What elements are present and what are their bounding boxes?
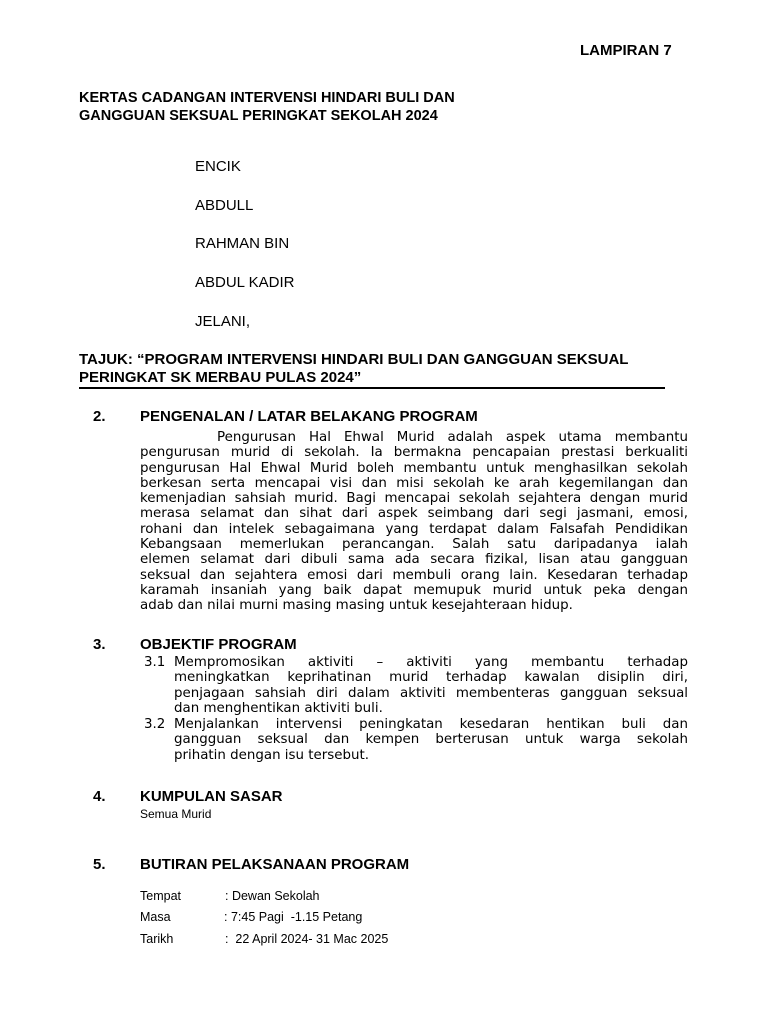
section-number: 3. <box>93 636 106 653</box>
program-title-line-1: TAJUK: “PROGRAM INTERVENSI HINDARI BULI DAN GANGGUAN SEKSUAL <box>79 351 629 368</box>
paragraph-line: pengurusan murid di sekolah. Ia bermakna pencapaian prestasi berkualiti <box>140 445 688 461</box>
program-title-line-2: PERINGKAT SK MERBAU PULAS 2024” <box>79 369 362 386</box>
section-heading-target-group: KUMPULAN SASAR <box>140 788 283 805</box>
objective-number: 3.2 <box>144 717 166 732</box>
paragraph-line: karamah insaniah yang baik dapat memupuk murid untuk peka dengan <box>140 582 688 598</box>
paragraph-line: kemenjadian sahsiah murid. Bagi mencapai sekolah sejahtera dengan murid <box>140 491 688 507</box>
title-underline <box>79 387 665 389</box>
detail-label-venue: Tempat <box>140 889 181 903</box>
detail-value-venue: : Dewan Sekolah <box>225 889 320 903</box>
paragraph-line: berkesan serta mencapai visi dan misi sekolah ke arah kegemilangan dan <box>140 475 688 491</box>
paragraph-line: Kebangsaan memerlukan perancangan. Salah satu daripadanya ialah <box>140 537 688 553</box>
introduction-paragraph <box>140 430 688 614</box>
objective-line: Mempromosikan aktiviti – aktiviti yang membantu terhadap <box>174 655 688 670</box>
objective-line: prihatin dengan isu tersebut. <box>174 747 369 763</box>
paragraph-line: Pengurusan Hal Ehwal Murid adalah aspek utama membantu <box>217 430 688 445</box>
name-line: RAHMAN BIN <box>195 235 290 252</box>
objective-number: 3.1 <box>144 655 166 670</box>
objective-line: Menjalankan intervensi peningkatan kesedaran hentikan buli dan <box>174 717 688 732</box>
name-line: ENCIK <box>195 158 241 175</box>
detail-label-time: Masa <box>140 910 171 924</box>
name-line: JELANI, <box>195 313 251 330</box>
paragraph-line: seksual dan sejahtera emosi dari membuli orang lain. Kesedaran terhadap <box>140 567 688 583</box>
objective-line: meningkatkan keprihatinan murid terhadap kawalan disiplin diri, <box>174 670 688 686</box>
section-number: 2. <box>93 408 106 425</box>
paragraph-line: rohani dan intelek sebagaimana yang terdapat dalam Falsafah Pendidikan <box>140 521 688 537</box>
section-number: 5. <box>93 856 106 873</box>
name-line: ABDUL KADIR <box>195 274 295 291</box>
objective-line: penjagaan sahsiah diri dalam aktiviti membenteras gangguan seksual <box>174 685 688 701</box>
paragraph-line: merasa selamat dan sihat dari aspek seimbang dari segi jasmani, emosi, <box>140 506 688 522</box>
document-title-line-1: KERTAS CADANGAN INTERVENSI HINDARI BULI DAN <box>79 90 455 106</box>
objective-line: gangguan seksual dan kempen berterusan untuk warga sekolah <box>174 732 688 748</box>
section-heading-objectives: OBJEKTIF PROGRAM <box>140 636 297 653</box>
objective-item <box>174 655 688 716</box>
detail-value-date: : 22 April 2024- 31 Mac 2025 <box>225 932 389 946</box>
detail-value-time: : 7:45 Pagi -1.15 Petang <box>224 910 363 924</box>
paragraph-line: adab dan nilai murni masing masing untuk kesejahteraan hidup. <box>140 598 573 614</box>
paragraph-line: elemen selamat dari dibuli sama ada secara fizikal, lisan atau gangguan <box>140 552 688 568</box>
section-number: 4. <box>93 788 106 805</box>
name-line: ABDULL <box>195 197 254 214</box>
appendix-label: LAMPIRAN 7 <box>580 42 672 59</box>
section-heading-introduction: PENGENALAN / LATAR BELAKANG PROGRAM <box>140 408 478 425</box>
objective-line: dan menghentikan aktiviti buli. <box>174 700 383 716</box>
paragraph-line: pengurusan Hal Ehwal Murid boleh membantu untuk menghasilkan sekolah <box>140 460 688 476</box>
objective-item <box>174 717 688 763</box>
section-heading-implementation: BUTIRAN PELAKSANAAN PROGRAM <box>140 856 410 873</box>
target-group-text: Semua Murid <box>140 807 212 821</box>
detail-label-date: Tarikh <box>140 932 174 946</box>
document-title-line-2: GANGGUAN SEKSUAL PERINGKAT SEKOLAH 2024 <box>79 108 438 124</box>
